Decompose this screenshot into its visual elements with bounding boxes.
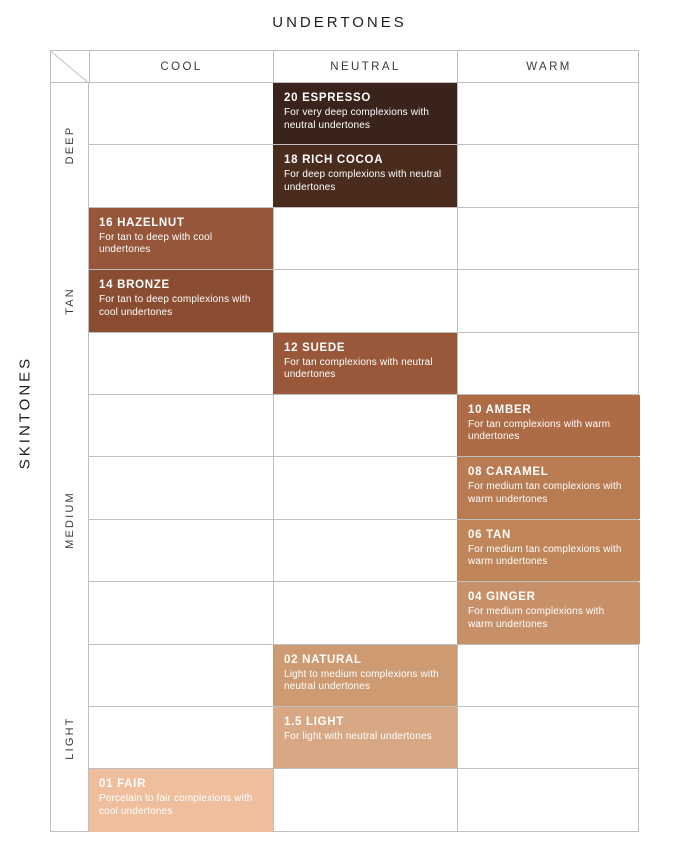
matrix-row xyxy=(89,457,638,519)
matrix-row xyxy=(89,83,638,145)
row-group-text: TAN xyxy=(63,287,76,316)
shade-swatch[interactable] xyxy=(89,208,273,269)
matrix-row xyxy=(89,707,638,769)
shade-description: For medium complexions with warm undertones xyxy=(468,606,605,630)
shade-swatch[interactable] xyxy=(89,769,273,831)
shade-swatch[interactable] xyxy=(89,270,273,331)
shade-name: 08 CARAMEL xyxy=(468,466,549,479)
column-header-cool: COOL xyxy=(89,51,273,83)
empty-cell xyxy=(273,270,457,331)
empty-cell xyxy=(457,145,640,206)
empty-cell xyxy=(457,645,640,706)
empty-cell xyxy=(89,333,273,394)
shade-swatch[interactable] xyxy=(273,145,457,206)
shade-swatch[interactable] xyxy=(457,395,640,456)
shade-description: For tan to deep complexions with cool undertones xyxy=(99,294,251,318)
column-header-row xyxy=(51,51,638,83)
shade-swatch[interactable] xyxy=(273,333,457,394)
shade-name: 02 NATURAL xyxy=(284,653,362,666)
shade-swatch-content xyxy=(89,208,273,269)
row-group-text: MEDIUM xyxy=(63,490,76,549)
shade-name: 10 AMBER xyxy=(468,403,532,416)
empty-cell xyxy=(89,520,273,581)
matrix-rows xyxy=(89,83,638,831)
row-group-label-light xyxy=(51,645,89,832)
shade-swatch-content xyxy=(274,645,457,706)
empty-cell xyxy=(457,707,640,768)
shade-name: 04 GINGER xyxy=(468,591,536,604)
empty-cell xyxy=(89,395,273,456)
column-header-neutral: NEUTRAL xyxy=(273,51,457,83)
shade-description: For medium tan complexions with warm undertones xyxy=(468,543,622,568)
shade-swatch-content xyxy=(274,707,457,768)
empty-cell xyxy=(273,208,457,269)
shade-swatch[interactable] xyxy=(457,582,640,643)
row-group-label-medium xyxy=(51,395,89,645)
shade-swatch[interactable] xyxy=(273,83,457,144)
row-group-label-deep xyxy=(51,83,89,208)
shade-description: For medium tan complexions with warm undertones xyxy=(468,481,622,505)
shade-description: For deep complexions with neutral undertones xyxy=(284,169,442,193)
shade-name: 14 BRONZE xyxy=(99,279,170,292)
shade-swatch[interactable] xyxy=(457,457,640,518)
shade-description: For tan complexions with neutral undertones xyxy=(284,356,433,381)
shade-name: 06 TAN xyxy=(468,528,511,541)
shade-description: For tan to deep with cool undertones xyxy=(99,231,213,256)
matrix-row xyxy=(89,645,638,707)
shade-name: 20 ESPRESSO xyxy=(284,92,371,104)
row-group-text: LIGHT xyxy=(63,716,76,760)
matrix-grid xyxy=(50,50,639,832)
shade-name: 18 RICH COCOA xyxy=(284,154,384,167)
shade-swatch-content xyxy=(274,83,457,144)
shade-description: For light with neutral undertones xyxy=(284,730,432,742)
matrix-row xyxy=(89,145,638,207)
shade-name: 01 FAIR xyxy=(99,778,147,791)
empty-cell xyxy=(89,457,273,518)
empty-cell xyxy=(457,333,640,394)
shade-name: 1.5 LIGHT xyxy=(284,715,344,728)
shade-swatch-content xyxy=(274,333,457,394)
empty-cell xyxy=(89,582,273,643)
shade-name: 16 HAZELNUT xyxy=(99,216,185,229)
matrix-row xyxy=(89,395,638,457)
shade-swatch-content xyxy=(458,520,640,581)
skintones-title: SKINTONES xyxy=(16,355,34,470)
empty-cell xyxy=(457,270,640,331)
empty-cell xyxy=(273,395,457,456)
row-group-text: DEEP xyxy=(63,126,76,165)
shade-description: Light to medium complexions with neutral undertones xyxy=(284,668,439,693)
column-header-warm: WARM xyxy=(457,51,640,83)
empty-cell xyxy=(457,208,640,269)
shade-swatch[interactable] xyxy=(273,645,457,706)
shade-swatch-content xyxy=(89,769,273,831)
shade-description: Porcelain to fair complexions with cool undertones xyxy=(99,793,253,817)
empty-cell xyxy=(89,707,273,768)
matrix-row xyxy=(89,333,638,395)
shade-name: 12 SUEDE xyxy=(284,341,346,354)
matrix-row xyxy=(89,769,638,831)
empty-cell xyxy=(273,582,457,643)
shade-swatch-content xyxy=(458,582,640,643)
empty-cell xyxy=(273,769,457,831)
empty-cell xyxy=(89,145,273,206)
shade-description: For tan complexions with warm undertones xyxy=(468,418,611,443)
row-group-label-tan xyxy=(51,208,89,395)
shade-description: For very deep complexions with neutral undertones xyxy=(284,107,430,131)
matrix-row xyxy=(89,520,638,582)
matrix-row xyxy=(89,270,638,332)
empty-cell xyxy=(273,457,457,518)
undertones-title: UNDERTONES xyxy=(272,14,407,31)
shade-swatch[interactable] xyxy=(457,520,640,581)
shade-swatch-content xyxy=(274,145,457,206)
matrix-row xyxy=(89,582,638,644)
empty-cell xyxy=(273,520,457,581)
shade-swatch[interactable] xyxy=(273,707,457,768)
matrix-row xyxy=(89,208,638,270)
empty-cell xyxy=(457,769,640,831)
empty-cell xyxy=(89,83,273,144)
shade-swatch-content xyxy=(458,395,640,456)
corner-diagonal-cell xyxy=(51,51,89,83)
shade-swatch-content xyxy=(89,270,273,331)
shade-swatch-content xyxy=(458,457,640,518)
empty-cell xyxy=(89,645,273,706)
empty-cell xyxy=(457,83,640,144)
